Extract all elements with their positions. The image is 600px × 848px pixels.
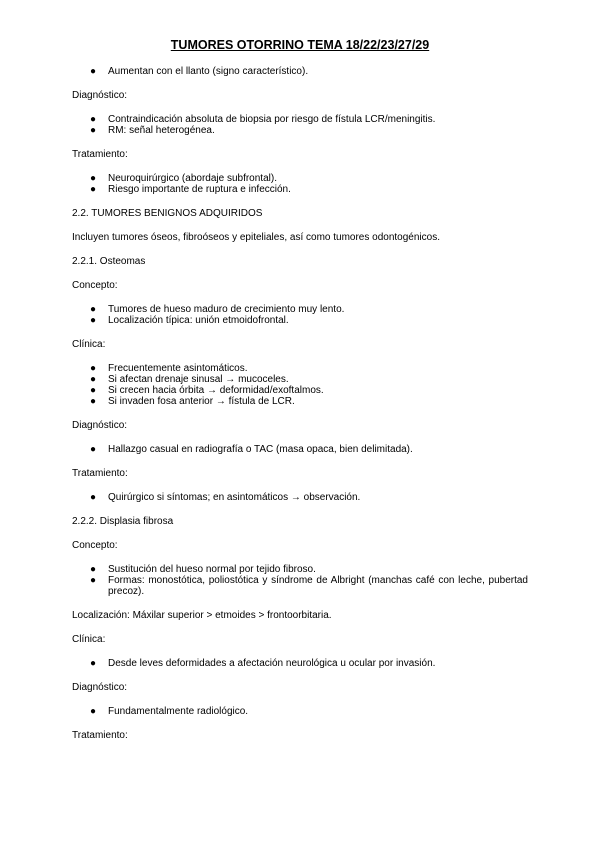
list-item [72,114,528,125]
list-item [72,315,528,326]
list-item-text: Quirúrgico si síntomas; en asintomáticos → observación. [108,492,361,503]
bullet-icon: ● [90,304,97,315]
list-item-text: Aumentan con el llanto (signo característico). [108,66,309,77]
list-item [72,125,528,136]
list-item [72,706,528,717]
bullet-icon: ● [90,706,97,717]
bullet-list [72,706,528,717]
bullet-list [72,114,528,136]
list-item [72,658,528,669]
list-item-text: Hallazgo casual en radiografía o TAC (masa opaca, bien delimitada). [108,444,413,455]
bullet-icon: ● [90,658,97,669]
section-label: Diagnóstico: [72,682,128,693]
list-item [72,173,528,184]
list-item-text: Localización típica: unión etmoidofrontal. [108,315,289,326]
section-label: Clínica: [72,634,106,645]
bullet-icon: ● [90,444,97,455]
bullet-icon: ● [90,125,97,136]
list-item-text: Riesgo importante de ruptura e infección. [108,184,291,195]
bullet-icon: ● [90,385,97,396]
bullet-icon: ● [90,564,97,575]
list-item [72,564,528,575]
bullet-icon: ● [90,492,97,503]
list-item-text: Contraindicación absoluta de biopsia por riesgo de fístula LCR/meningitis. [108,114,436,125]
section-label: 2.2.2. Displasia fibrosa [72,516,174,527]
list-item-text: Desde leves deformidades a afectación neurológica u ocular por invasión. [108,658,436,669]
list-item-text: Si invaden fosa anterior → fístula de LCR. [108,396,295,407]
bullet-icon: ● [90,184,97,195]
list-item-text: Formas: monostótica, poliostótica y síndrome de Albright (manchas café con leche, pubertad precoz). [108,575,528,597]
bullet-list [72,304,528,326]
list-item-text: RM: señal heterogénea. [108,125,215,136]
section-label: Diagnóstico: [72,420,128,431]
document-title: TUMORES OTORRINO TEMA 18/22/23/27/29 [170,38,430,52]
bullet-icon: ● [90,114,97,125]
list-item [72,385,528,396]
list-item-text: Fundamentalmente radiológico. [108,706,249,717]
list-item [72,374,528,385]
list-item [72,363,528,374]
list-item [72,575,528,597]
bullet-icon: ● [90,315,97,326]
bullet-list [72,173,528,195]
paragraph: Localización: Máxilar superior > etmoides > frontoorbitaria. [72,610,332,621]
section-label: Concepto: [72,280,118,291]
section-label: Tratamiento: [72,730,128,741]
list-item [72,304,528,315]
list-item-text: Neuroquirúrgico (abordaje subfrontal). [108,173,277,184]
bullet-icon: ● [90,374,97,385]
list-item [72,66,528,77]
list-item-text: Tumores de hueso maduro de crecimiento muy lento. [108,304,345,315]
list-item [72,396,528,407]
section-label: Tratamiento: [72,149,128,160]
bullet-list [72,492,528,503]
section-label: 2.2. TUMORES BENIGNOS ADQUIRIDOS [72,208,263,219]
bullet-icon: ● [90,66,97,77]
section-label: Tratamiento: [72,468,128,479]
bullet-list [72,444,528,455]
list-item [72,184,528,195]
list-item [72,444,528,455]
list-item-text: Si afectan drenaje sinusal → mucoceles. [108,374,289,385]
bullet-icon: ● [90,396,97,407]
list-item-text: Frecuentemente asintomáticos. [108,363,248,374]
section-label: Clínica: [72,339,106,350]
section-label: 2.2.1. Osteomas [72,256,146,267]
section-label: Concepto: [72,540,118,551]
bullet-icon: ● [90,575,97,586]
bullet-icon: ● [90,173,97,184]
bullet-list [72,658,528,669]
document-body [72,66,528,741]
section-label: Diagnóstico: [72,90,128,101]
list-item-text: Sustitución del hueso normal por tejido fibroso. [108,564,316,575]
bullet-list [72,66,528,77]
bullet-icon: ● [90,363,97,374]
paragraph: Incluyen tumores óseos, fibroóseos y epiteliales, así como tumores odontogénicos. [72,232,440,243]
bullet-list [72,363,528,407]
list-item-text: Si crecen hacia órbita → deformidad/exoftalmos. [108,385,324,396]
bullet-list [72,564,528,597]
list-item [72,492,528,503]
